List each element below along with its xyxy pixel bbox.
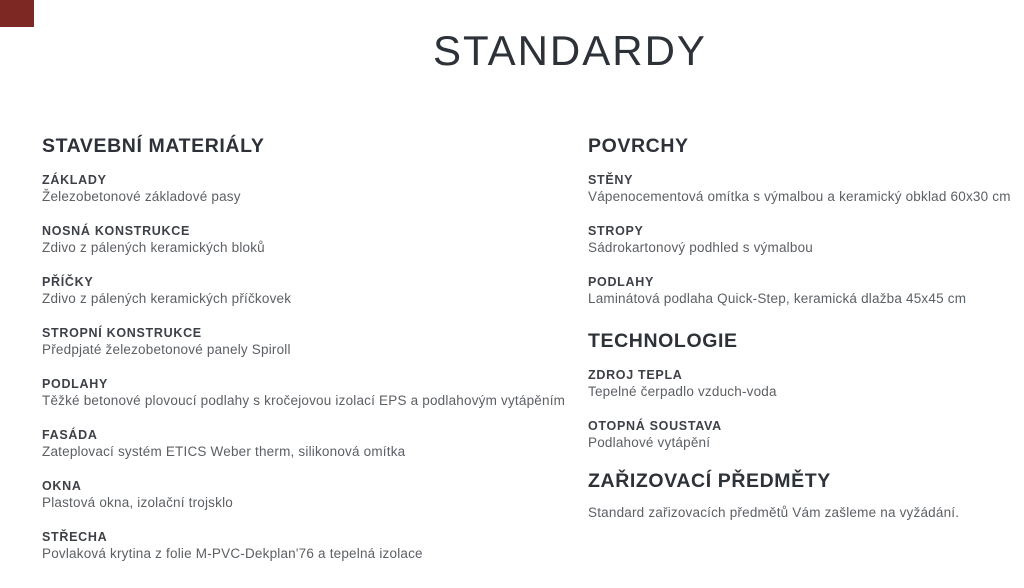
- section-technologie: [588, 329, 1020, 452]
- spec-value: Tepelné čerpadlo vzduch-voda: [588, 384, 777, 399]
- spec-item-stropy: [588, 223, 1020, 257]
- spec-value: Podlahové vytápění: [588, 435, 711, 450]
- section-zarizovaci-predmety: [588, 469, 1020, 522]
- spec-label: OTOPNÁ SOUSTAVA: [588, 419, 722, 433]
- spec-label: PODLAHY: [42, 377, 109, 391]
- corner-accent-marker: [0, 0, 34, 27]
- spec-value: Těžké betonové plovoucí podlahy s kročejovou izolací EPS a podlahovým vytápěním: [42, 393, 566, 408]
- spec-item-fasada: [42, 427, 587, 461]
- spec-item-nosna-konstrukce: [42, 223, 587, 257]
- section-heading: POVRCHY: [588, 135, 689, 157]
- spec-label: ZDROJ TEPLA: [588, 368, 683, 382]
- spec-label: PODLAHY: [588, 275, 655, 289]
- spec-value: Zdivo z pálených keramických příčkovek: [42, 291, 292, 306]
- spec-item-steny: [588, 172, 1020, 206]
- spec-item-okna: [42, 478, 587, 512]
- spec-value: Laminátová podlaha Quick-Step, keramická dlažba 45x45 cm: [588, 291, 967, 306]
- page-title: STANDARDY: [433, 27, 707, 74]
- column-left: [42, 134, 587, 580]
- section-povrchy: [588, 134, 1020, 308]
- spec-item-stropni-konstrukce: [42, 325, 587, 359]
- spec-value: Železobetonové základové pasy: [42, 189, 241, 204]
- section-heading: TECHNOLOGIE: [588, 330, 738, 352]
- spec-label: STŘECHA: [42, 530, 108, 544]
- section-heading: ZAŘIZOVACÍ PŘEDMĚTY: [588, 470, 831, 492]
- spec-item-otopna-soustava: [588, 418, 1020, 452]
- spec-value: Zdivo z pálených keramických bloků: [42, 240, 265, 255]
- note-text: Standard zařizovacích předmětů Vám zašleme na vyžádání.: [588, 505, 960, 520]
- spec-item-podlahy: [42, 376, 587, 410]
- column-right: [588, 134, 1020, 522]
- spec-item-podlahy-povrchy: [588, 274, 1020, 308]
- spec-value: Zateplovací systém ETICS Weber therm, silikonová omítka: [42, 444, 406, 459]
- spec-value: Sádrokartonový podhled s výmalbou: [588, 240, 813, 255]
- spec-value: Povlaková krytina z folie M-PVC-Dekplan'76 a tepelná izolace: [42, 546, 423, 561]
- spec-label: OKNA: [42, 479, 82, 493]
- spec-item-pricky: [42, 274, 587, 308]
- spec-item-zdroj-tepla: [588, 367, 1020, 401]
- spec-value: Plastová okna, izolační trojsklo: [42, 495, 233, 510]
- spec-item-strecha: [42, 529, 587, 563]
- spec-value: Předpjaté železobetonové panely Spiroll: [42, 342, 291, 357]
- spec-label: STROPY: [588, 224, 644, 238]
- spec-label: NOSNÁ KONSTRUKCE: [42, 224, 191, 238]
- section-stavebni-materialy: [42, 134, 587, 563]
- spec-label: STROPNÍ KONSTRUKCE: [42, 326, 202, 340]
- spec-label: PŘÍČKY: [42, 275, 94, 289]
- section-heading: STAVEBNÍ MATERIÁLY: [42, 135, 265, 157]
- spec-value: Vápenocementová omítka s výmalbou a keramický obklad 60x30 cm: [588, 189, 1011, 204]
- spec-item-zaklady: [42, 172, 587, 206]
- spec-label: ZÁKLADY: [42, 173, 107, 187]
- spec-label: STĚNY: [588, 173, 634, 187]
- spec-label: FASÁDA: [42, 428, 98, 442]
